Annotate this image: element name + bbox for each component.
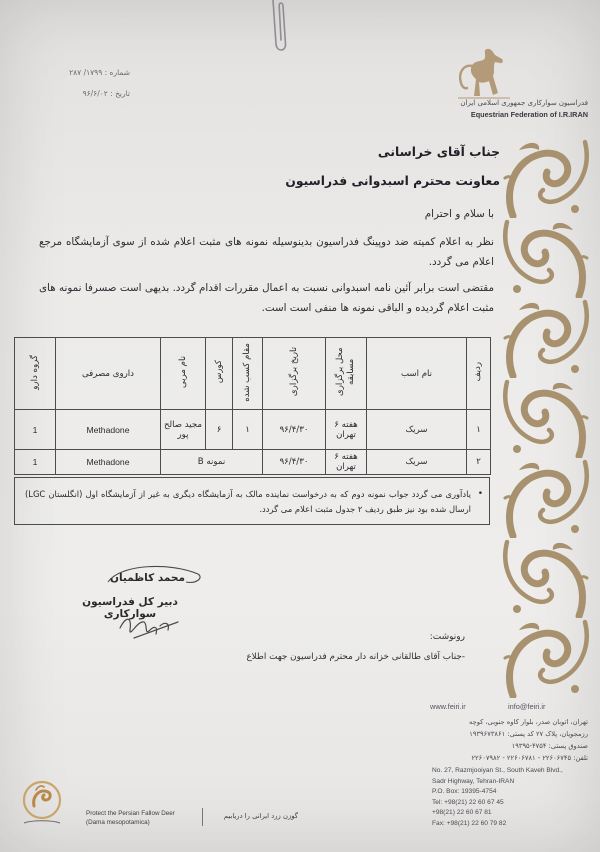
table-cell: 1 <box>15 410 56 450</box>
address-en-line: Sadr Highway, Tehran-IRAN <box>432 777 515 785</box>
table-cell: هفته ۶ تهران <box>326 410 367 450</box>
cc-recipient: -جناب آقای طالقانی خزانه دار محترم فدراسیون جهت اطلاع <box>246 652 465 662</box>
recipient-name: جناب آقای خراسانی <box>377 145 500 159</box>
table-cell: هفته ۶ تهران <box>326 450 367 475</box>
letter-number: شماره : ۱۷۹۹/ ۲۸۷ <box>69 68 130 77</box>
horse-icon <box>452 46 516 100</box>
letter-body <box>39 204 494 324</box>
campaign-line: (Dama mesopotamica) <box>86 819 150 826</box>
header-cell: تاریخ برگزاری <box>263 338 326 410</box>
address-en-line: No. 27, Razmjooiyan St., South Kaveh Blvd., <box>432 767 563 774</box>
table-row <box>15 410 491 450</box>
table-cell: ۱ <box>233 410 263 450</box>
campaign-text-en <box>86 809 201 827</box>
letter-date: تاریخ : ۹۶/۶/۰۲ <box>82 89 130 98</box>
body-paragraph-1: نظر به اعلام کمیته ضد دوپینگ فدراسیون بدینوسیله نمونه های مثبت اعلام شده از سوی آزمایشگاه مرجع اعلام می گردد. <box>39 236 494 268</box>
greeting: با سلام و احترام <box>424 208 494 220</box>
address-fa-line: رزمجویان، پلاک ۲۷ کد پستی: ۱۹۳۹۶۷۳۸۶۱ <box>469 730 588 738</box>
header-cell: کورس <box>206 338 233 410</box>
address-fa <box>418 716 588 764</box>
header-cell: مقام کسب شده <box>233 338 263 410</box>
header-cell: ردیف <box>467 338 491 410</box>
table-cell: سریک <box>367 450 467 475</box>
footnote-box <box>14 477 490 525</box>
address-en-line: Tel: +98(21) 22 60 67 45 <box>432 798 504 806</box>
table-cell: ۹۶/۴/۳۰ <box>263 410 326 450</box>
table-cell: ۱ <box>467 410 491 450</box>
header-cell: داروی مصرفی <box>56 338 161 410</box>
campaign-text-fa: گوزن زرد ایرانی را دریابیم <box>223 812 298 820</box>
divider <box>202 808 203 826</box>
table-cell: Methadone <box>56 450 161 475</box>
deer-emblem-icon <box>16 776 68 828</box>
org-name-en: Equestrian Federation of I.R.IRAN <box>470 110 588 119</box>
table-cell: ۶ <box>206 410 233 450</box>
table-cell: 1 <box>15 450 56 475</box>
address-fa-line: صندوق پستی: ۴۷۵۴-۱۹۳۹۵ <box>511 742 588 750</box>
header-cell: گروه دارو <box>15 338 56 410</box>
signatory-name: محمد کاظمیان <box>110 572 185 584</box>
signatory-title: دبیر کل فدراسیون سوارکاری <box>82 596 178 620</box>
address-en-line: Fax: +98(21) 22 60 79 82 <box>432 819 507 827</box>
table-cell: سریک <box>367 410 467 450</box>
ornament-border-icon <box>500 138 592 704</box>
results-table <box>14 337 491 475</box>
paperclip-icon <box>255 0 300 58</box>
table-cell: نمونه B <box>161 450 263 475</box>
header-cell: نام اسب <box>367 338 467 410</box>
org-name-fa: فدراسیون سوارکاری جمهوری اسلامی ایران <box>460 99 588 107</box>
address-fa-line: تهران، اتوبان صدر، بلوار کاوه جنوبی، کوچه <box>468 718 588 726</box>
address-en-line: P.O. Box: 19395-4754 <box>432 788 497 796</box>
recipient-title: معاونت محترم اسبدوانی فدراسیون <box>285 174 500 188</box>
table-header-row <box>15 338 491 410</box>
address-fa-line: تلفن: ۲۲۶۰۶۷۴۵ - ۲۲۶۰۶۷۸۱ - ۲۲۶۰۷۹۸۲ <box>471 754 588 762</box>
table-cell: Methadone <box>56 410 161 450</box>
website-text: www.feiri.ir <box>430 702 466 711</box>
email-text: info@feiri.ir <box>508 702 546 711</box>
table-cell: ۹۶/۴/۳۰ <box>263 450 326 475</box>
cc-label: رونوشت: <box>429 632 465 642</box>
table-row <box>15 450 491 475</box>
footnote-text: یادآوری می گردد جواب نمونه دوم که به درخواست نماینده مالک به آزمایشگاه دیگری به غیر از آزمایشگاه اول (انگلستان LGC) ارسال شده بود نیز طبق ردیف ۲ جدول مثبت اعلام می گردد. <box>25 489 471 514</box>
bullet-icon: • <box>477 489 483 499</box>
header-cell: محل برگزاری مسابقه <box>326 338 367 410</box>
address-en-line: +98(21) 22 60 67 81 <box>432 809 492 817</box>
header-cell: نام مربی <box>161 338 206 410</box>
campaign-line: Protect the Persian Fallow Deer <box>86 810 175 817</box>
address-en <box>432 766 592 830</box>
table-cell: ۲ <box>467 450 491 475</box>
body-paragraph-2: مقتضی است برابر آئین نامه اسبدوانی نسبت به اعمال مقررات اقدام گردد. بدیهی است صسرفا نمونه های مثبت اعلام گردیده و الباقی نمونه ها منفی است است. <box>39 282 494 314</box>
table-cell: مجید صالح پور <box>161 410 206 450</box>
